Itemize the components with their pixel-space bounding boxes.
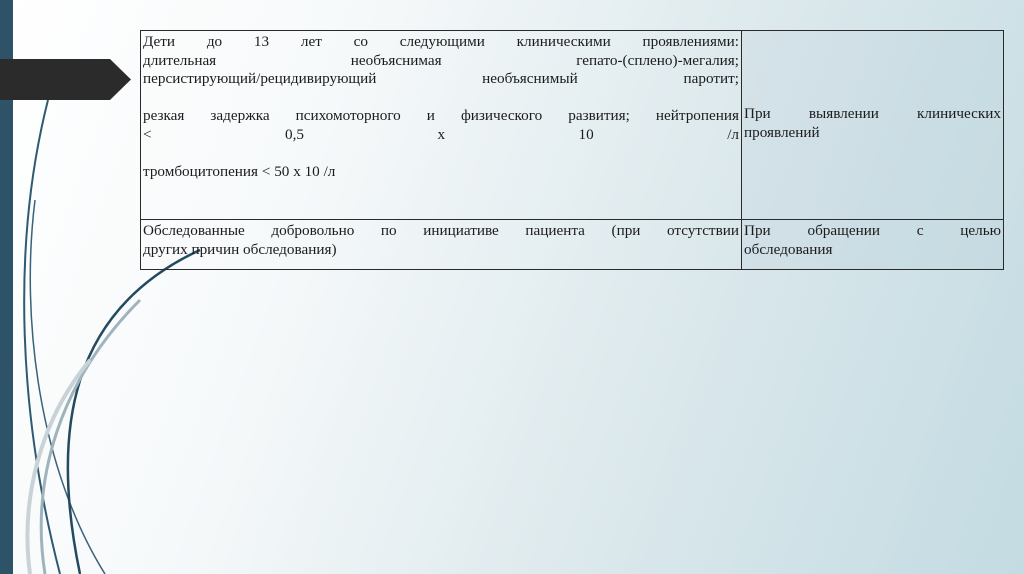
criteria-line: других причин обследования) <box>143 240 337 258</box>
arrow-banner <box>0 59 131 100</box>
curve-4 <box>41 300 140 574</box>
criteria-table <box>140 30 1004 270</box>
when-line: проявлений <box>744 123 820 141</box>
criteria-cell <box>141 220 742 270</box>
criteria-line: персистирующий/рецидивирующий необъяснимый паротит; <box>143 70 739 87</box>
when-line: При обращении с целью <box>744 222 1001 239</box>
criteria-line: Обследованные добровольно по инициативе пациента (при отсутствии <box>143 222 739 239</box>
blank-line <box>143 89 739 108</box>
blank-line <box>143 144 739 163</box>
criteria-line: резкая задержка психомоторного и физического развития; нейтропения <box>143 107 739 124</box>
criteria-line: длительная необъяснимая гепато-(сплено)-мегалия; <box>143 51 739 69</box>
when-line: обследования <box>744 240 833 258</box>
curve-5 <box>28 360 91 574</box>
when-cell <box>742 31 1004 220</box>
criteria-cell <box>141 31 742 220</box>
when-line: При выявлении клинических <box>744 105 1001 122</box>
curve-3 <box>68 250 200 574</box>
table-row <box>141 220 1004 270</box>
when-cell <box>742 220 1004 270</box>
criteria-line: < 0,5 х 10 /л <box>143 125 739 143</box>
criteria-line: тромбоцитопения < 50 х 10 /л <box>143 162 336 180</box>
criteria-line: Дети до 13 лет со следующими клиническими проявлениями: <box>143 33 739 50</box>
table-row <box>141 31 1004 220</box>
